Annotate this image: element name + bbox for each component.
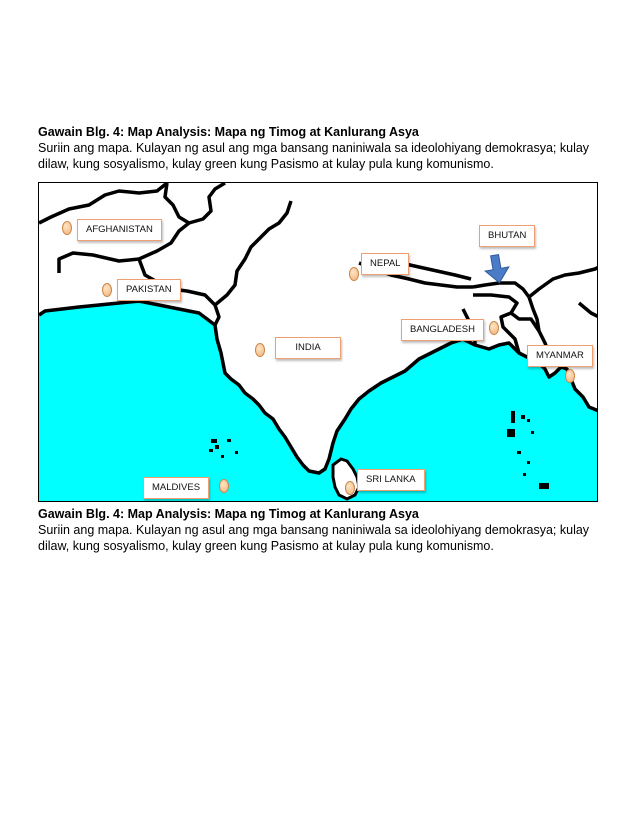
marker-afghanistan[interactable] (62, 221, 72, 235)
marker-pakistan[interactable] (102, 283, 112, 297)
marker-sri-lanka[interactable] (345, 481, 355, 495)
worksheet-title-repeat: Gawain Blg. 4: Map Analysis: Mapa ng Timog at Kanlurang Asya (38, 507, 419, 521)
worksheet-instructions: Suriin ang mapa. Kulayan ng asul ang mga bansang naniniwala sa ideolohiyang demokrasya; kulay dilaw, kung sosyalismo, kulay green kung Pasismo at kulay pula kung komunismo. (38, 141, 590, 171)
worksheet-title: Gawain Blg. 4: Map Analysis: Mapa ng Timog at Kanlurang Asya (38, 125, 419, 139)
label-pakistan: PAKISTAN (117, 279, 181, 301)
label-bhutan: BHUTAN (479, 225, 535, 247)
marker-india[interactable] (255, 343, 265, 357)
marker-nepal[interactable] (349, 267, 359, 281)
label-myanmar: MYANMAR (527, 345, 593, 367)
label-india: INDIA (275, 337, 341, 359)
marker-bangladesh[interactable] (489, 321, 499, 335)
label-bangladesh: BANGLADESH (401, 319, 484, 341)
marker-maldives[interactable] (219, 479, 229, 493)
label-sri-lanka: SRI LANKA (357, 469, 425, 491)
label-afghanistan: AFGHANISTAN (77, 219, 162, 241)
label-nepal: NEPAL (361, 253, 409, 275)
south-asia-map (38, 182, 598, 502)
marker-myanmar[interactable] (565, 369, 575, 383)
bhutan-arrow (483, 253, 511, 285)
worksheet-header-top (38, 124, 603, 172)
label-maldives: MALDIVES (143, 477, 209, 499)
worksheet-instructions-repeat: Suriin ang mapa. Kulayan ng asul ang mga bansang naniniwala sa ideolohiyang demokrasya; kulay dilaw, kung sosyalismo, kulay green kung Pasismo at kulay pula kung komunismo. (38, 523, 590, 553)
worksheet-header-bottom (38, 506, 603, 554)
